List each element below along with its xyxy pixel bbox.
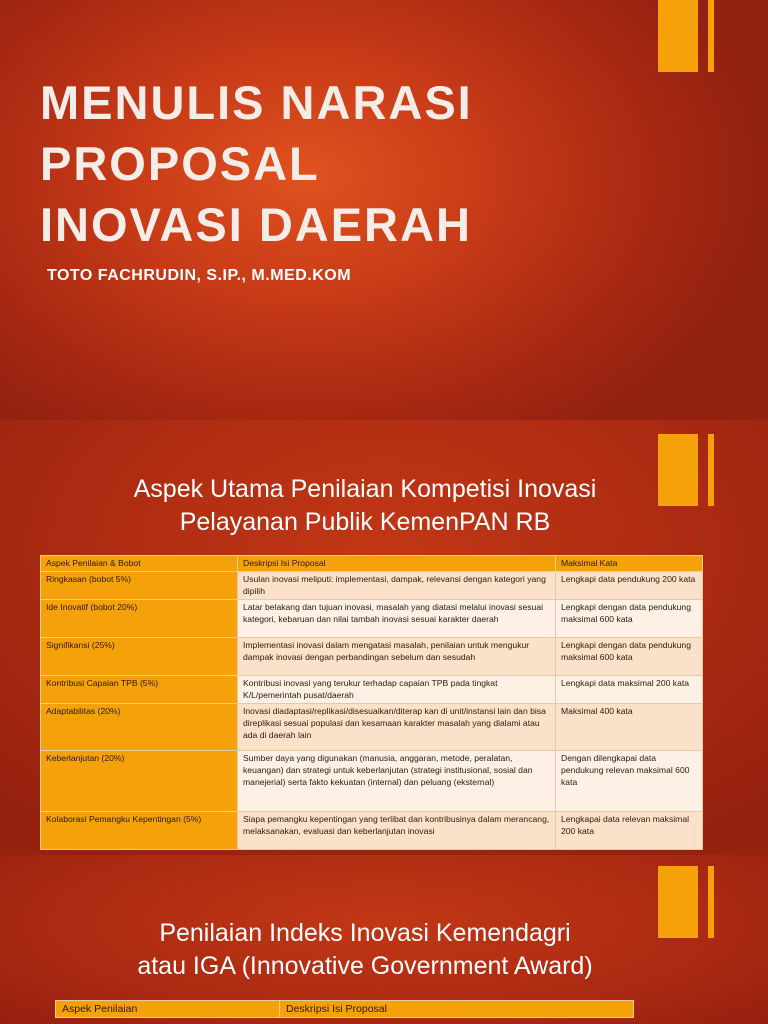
iga-slide [0,855,768,1024]
slide-title [40,917,690,983]
aspect-cell: Ringkasan (bobot 5%) [41,572,238,600]
description-cell: Latar belakang dan tujuan inovasi, masalah yang diatasi melalui inovasi sesuai kategori, kebaruan dan nilai tambah inovasi sesuai karakter daerah [238,600,556,638]
title-line: PROPOSAL [40,137,320,190]
table-row [41,676,703,704]
column-header: Aspek Penilaian & Bobot [41,556,238,572]
accent-line [708,434,714,506]
description-cell: Siapa pemangku kepentingan yang terlibat dan kontribusinya dalam merancang, melaksanakan, evaluasi dan keberlanjutan inovasi [238,812,556,850]
max-words-cell: Lengkapi data pendukung 200 kata [556,572,703,600]
accent-bar [658,0,698,72]
slide-title-line: Aspek Utama Penilaian Kompetisi Inovasi [133,475,597,503]
description-cell: Usulan inovasi meliputi: implementasi, dampak, relevansi dengan kategori yang dipilih [238,572,556,600]
accent-line [708,866,714,938]
aspect-cell: Signifikansi (25%) [41,638,238,676]
description-cell: Sumber daya yang digunakan (manusia, anggaran, metode, peralatan, keuangan) dan strategi untuk keberlanjutan (strategi institusional, sosial dan manejerial) serta fakto kekuatan (internal) dan peluang (eksternal) [238,751,556,812]
title-line: INOVASI DAERAH [40,198,472,251]
description-cell: Implementasi inovasi dalam mengatasi masalah, penilaian untuk mengukur dampak inovasi dengan perbandingan sebelum dan sesudah [238,638,556,676]
max-words-cell: Lengkapai data relevan maksimal 200 kata [556,812,703,850]
accent-line [708,0,714,72]
aspect-cell: Kontribusi Capaian TPB (5%) [41,676,238,704]
max-words-cell: Lengkapi dengan data pendukung maksimal 600 kata [556,638,703,676]
max-words-cell: Dengan dilengkapai data pendukung relevan maksimal 600 kata [556,751,703,812]
column-header: Maksimal Kata [556,556,703,572]
table-header-row [56,1001,634,1018]
table-row [41,751,703,812]
description-cell: Kontribusi inovasi yang terukur terhadap capaian TPB pada tingkat K/L/pemerintah pusat/daerah [238,676,556,704]
aspect-cell: Keberlanjutan (20%) [41,751,238,812]
table-row [41,812,703,850]
column-header: Deskripsi Isi Proposal [280,1001,634,1018]
aspect-cell: Ide Inovatif (bobot 20%) [41,600,238,638]
slide-title-line: atau IGA (Innovative Government Award) [137,952,593,980]
max-words-cell: Lengkapi data maksimal 200 kata [556,676,703,704]
column-header: Aspek Penilaian [56,1001,280,1018]
slide-title-line: Penilaian Indeks Inovasi Kemendagri [159,919,571,947]
presentation-title [40,72,640,255]
slide-title-line: Pelayanan Publik KemenPAN RB [179,508,551,536]
aspect-cell: Adaptabilitas (20%) [41,704,238,751]
author-name: TOTO FACHRUDIN, S.IP., M.MED.KOM [47,267,352,284]
kemenpan-slide [0,420,768,855]
table-row [41,572,703,600]
max-words-cell: Maksimal 400 kata [556,704,703,751]
slide-title [40,473,690,539]
iga-table [55,1000,634,1018]
assessment-table [40,555,703,850]
table-row [41,600,703,638]
title-slide [0,0,768,420]
max-words-cell: Lengkapi dengan data pendukung maksimal 600 kata [556,600,703,638]
aspect-cell: Kolaborasi Pemangku Kepentingan (5%) [41,812,238,850]
table-header-row [41,556,703,572]
table-row [41,638,703,676]
column-header: Deskripsi Isi Proposal [238,556,556,572]
title-line: MENULIS NARASI [40,76,473,129]
description-cell: Inovasi diadaptasi/replikasi/disesuaikan/diterap kan di unit/instansi lain dan bisa direplikasi sesuai populasi dan kesamaan karakter masalah yang dialami atau ada di daerah lain [238,704,556,751]
table-row [41,704,703,751]
